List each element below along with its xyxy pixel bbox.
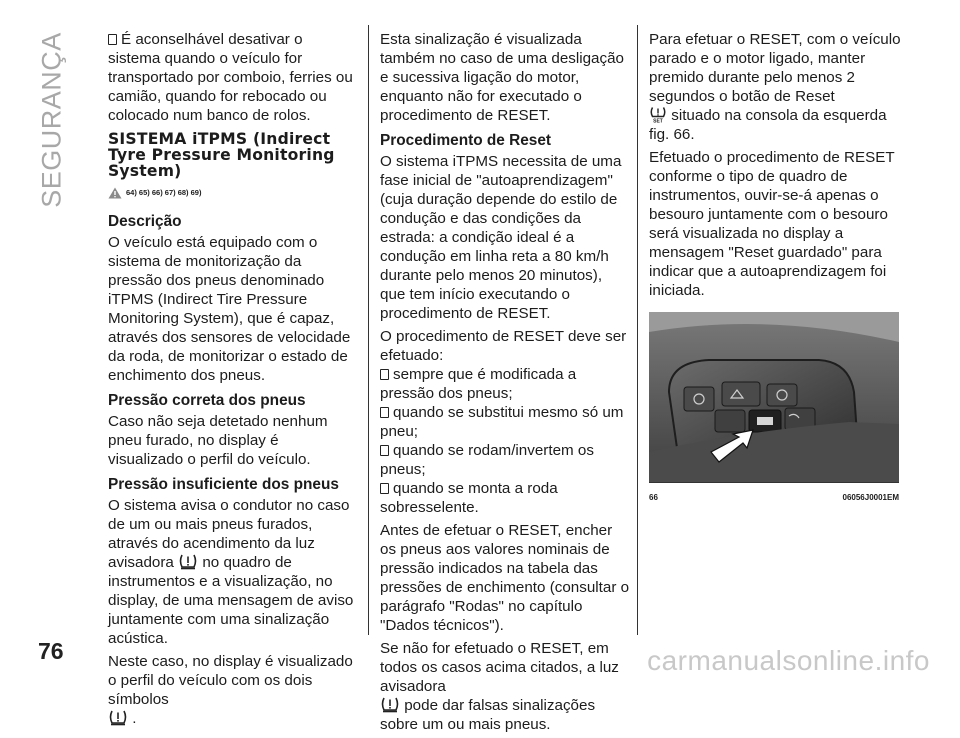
figure-66-photo [649, 312, 899, 482]
intro-paragraph: É aconselhável desativar o sistema quando o veículo for transportado por comboio, ferries ou camião, quando for rebocado ou colocado num banco de rolos. [108, 31, 353, 124]
figure-caption [649, 482, 899, 507]
list-item: quando se rodam/invertem os pneus; [380, 442, 594, 478]
section-label-text: SEGURANÇA [36, 32, 67, 208]
tpms-warning-icon [108, 709, 128, 727]
console-illustration [649, 312, 899, 482]
heading-pressao-insuficiente: Pressão insuficiente dos pneus [108, 476, 339, 493]
section-title: SISTEMA iTPMS (Indirect Tyre Pressure Monitoring System) [108, 130, 335, 180]
figure-code: 06056J0001EM [842, 493, 899, 502]
page-number: 76 [38, 638, 64, 664]
figure-number: 66 [649, 493, 658, 502]
svg-text:SET: SET [653, 118, 663, 124]
tpms-reset-button-icon [649, 106, 667, 124]
paragraph-pressao-correta: Caso não seja detetado nenhum pneu furado, no display é visualizado o perfil do veículo. [108, 413, 328, 468]
paragraph-pressao-insuficiente: O sistema avisa o condutor no caso de um ou mais pneus furados, através do acendimento da luz avisadora no quadro de instrumentos e a visualização, no display, de uma mensagem de aviso juntamente com uma sinalização acústica. [108, 497, 354, 647]
warning-references: 64) 65) 66) 67) 68) 69) [108, 183, 356, 202]
tpms-warning-icon [178, 553, 198, 571]
heading-descricao: Descrição [108, 213, 182, 230]
heading-pressao-correta: Pressão correta dos pneus [108, 392, 306, 409]
bullet-icon [380, 445, 389, 456]
column-1 [108, 30, 356, 732]
paragraph-descricao: O veículo está equipado com o sistema de monitorização da pressão dos pneus denominado iTPMS (Indirect Tire Pressure Monitoring System), que é capaz, através dos sensores de velocidade da roda, de monitorizar o estado de enchimento dos pneus. [108, 234, 351, 384]
paragraph-efetuado: Efetuado o procedimento de RESET conforme o tipo de quadro de instrumentos, ouvir-se-á apenas o besouro juntamente com o besouro será visualizada no display a mensagem "Reset guardado" para indicar que a autoaprendizagem foi iniciada. [649, 149, 895, 299]
column-divider-1 [368, 25, 369, 635]
paragraph-reset-1: O sistema iTPMS necessita de uma fase inicial de "autoaprendizagem" (cuja duração depende do estilo de condução e das condições da estrada: a condição ideal é a condução em linha reta a 80 km/h durante pelo menos 20 minutos), que tem início executando o procedimento de RESET. [380, 153, 622, 322]
warning-triangle-icon [108, 187, 122, 199]
watermark-text: carmanualsonline.info [647, 645, 930, 676]
bullet-icon [108, 34, 117, 45]
paragraph-neste-caso: Neste caso, no display é visualizado o perfil do veículo com os dois símbolos . [108, 653, 353, 727]
bullet-icon [380, 407, 389, 418]
list-item: quando se monta a roda sobresselente. [380, 480, 558, 516]
section-side-label [28, 32, 76, 208]
heading-procedimento-reset: Procedimento de Reset [380, 132, 552, 149]
list-item: quando se substitui mesmo só um pneu; [380, 404, 624, 440]
column-2 [380, 30, 630, 738]
paragraph-se-nao: Se não for efetuado o RESET, em todos os casos acima citados, a luz avisadora pode dar falsas sinalizações sobre um ou mais pneus. [380, 640, 619, 733]
tpms-warning-icon [380, 696, 400, 714]
paragraph-antes: Antes de efetuar o RESET, encher os pneus aos valores nominais de pressão indicados na tabela das pressões de enchimento (consultar o parágrafo "Rodas" no capítulo "Dados técnicos"). [380, 522, 630, 634]
list-item: sempre que é modificada a pressão dos pneus; [380, 366, 577, 402]
paragraph-reset-2: O procedimento de RESET deve ser efetuado: [380, 328, 627, 364]
paragraph-sinalizacao: Esta sinalização é visualizada também no caso de uma desligação e sucessiva ligação do motor, enquanto não for executado o procedimento de RESET. [380, 31, 624, 124]
bullet-icon [380, 369, 389, 380]
column-divider-2 [637, 25, 638, 635]
paragraph-efetuar-reset: Para efetuar o RESET, com o veículo parado e o motor ligado, manter premido durante pelo menos 2 segundos o botão de Reset SET situado na consola da esquerda fig. 66. [649, 31, 901, 143]
column-3 [649, 30, 901, 507]
bullet-icon [380, 483, 389, 494]
